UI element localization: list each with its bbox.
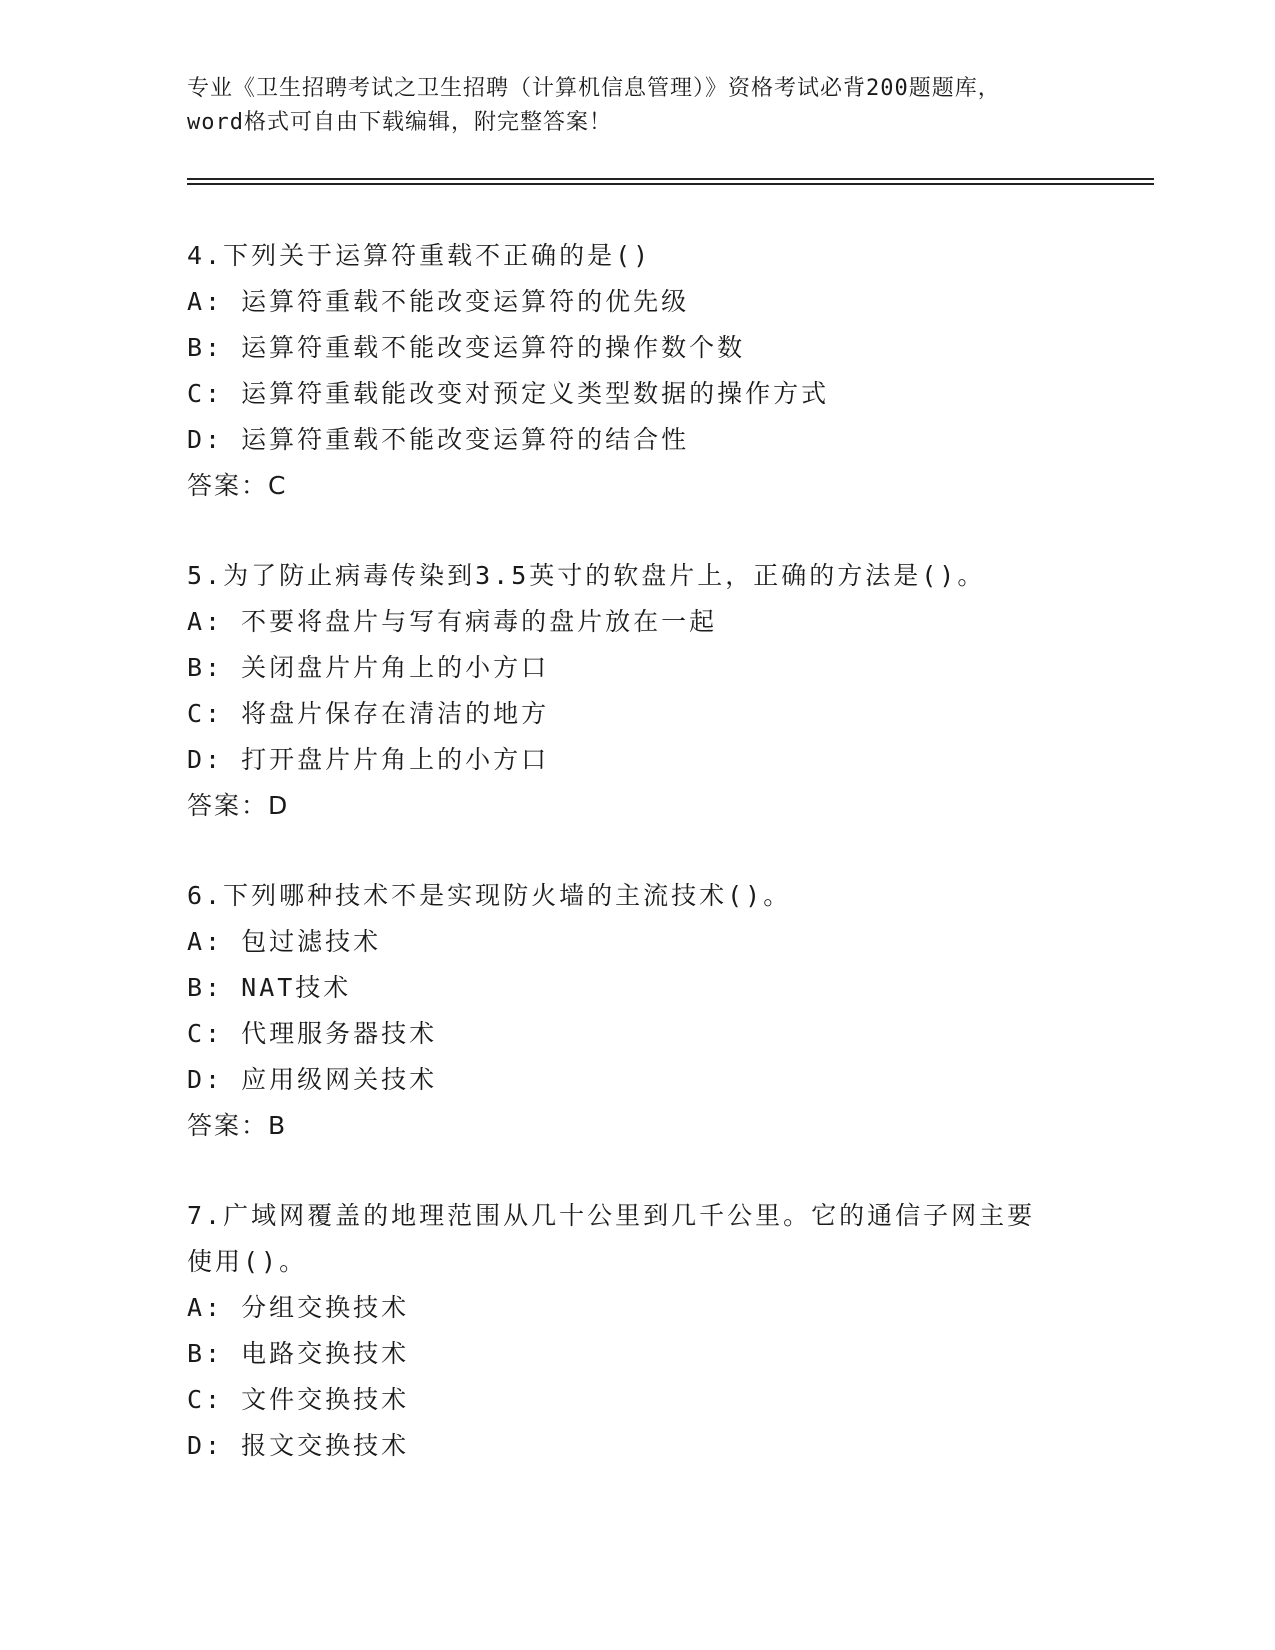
question-5 <box>187 553 1087 829</box>
option-c: C: 运算符重载能改变对预定义类型数据的操作方式 <box>187 379 830 408</box>
option-b: B: 电路交换技术 <box>187 1339 410 1368</box>
answer-line: 答案：D <box>187 791 290 820</box>
document-header <box>187 72 1087 140</box>
option-d: D: 报文交换技术 <box>187 1431 410 1460</box>
option-a: A: 不要将盘片与写有病毒的盘片放在一起 <box>187 607 718 636</box>
header-title-line: 专业《卫生招聘考试之卫生招聘（计算机信息管理）》资格考试必背200题题库， <box>187 76 1001 101</box>
option-a: A: 分组交换技术 <box>187 1293 410 1322</box>
question-stem: 4.下列关于运算符重载不正确的是() <box>187 241 652 270</box>
option-d: D: 应用级网关技术 <box>187 1065 438 1094</box>
option-b: B: NAT技术 <box>187 973 352 1002</box>
header-divider-bottom <box>187 183 1154 185</box>
answer-line: 答案：B <box>187 1111 288 1140</box>
option-d: D: 打开盘片片角上的小方口 <box>187 745 550 774</box>
option-c: C: 文件交换技术 <box>187 1385 410 1414</box>
option-c: C: 代理服务器技术 <box>187 1019 438 1048</box>
option-a: A: 包过滤技术 <box>187 927 382 956</box>
question-stem: 5.为了防止病毒传染到3.5英寸的软盘片上，正确的方法是()。 <box>187 561 986 590</box>
option-d: D: 运算符重载不能改变运算符的结合性 <box>187 425 690 454</box>
option-a: A: 运算符重载不能改变运算符的优先级 <box>187 287 690 316</box>
header-divider-top <box>187 178 1154 180</box>
question-7 <box>187 1193 1087 1469</box>
question-4 <box>187 233 1087 509</box>
question-stem: 6.下列哪种技术不是实现防火墙的主流技术()。 <box>187 881 792 910</box>
option-b: B: 关闭盘片片角上的小方口 <box>187 653 550 682</box>
answer-line: 答案：C <box>187 471 288 500</box>
question-stem: 7.广域网覆盖的地理范围从几十公里到几千公里。它的通信子网主要 <box>187 1201 1036 1230</box>
header-subtitle-line: word格式可自由下载编辑，附完整答案！ <box>187 110 612 135</box>
option-c: C: 将盘片保存在清洁的地方 <box>187 699 550 728</box>
option-b: B: 运算符重载不能改变运算符的操作数个数 <box>187 333 746 362</box>
question-stem-continued: 使用()。 <box>187 1247 308 1276</box>
question-6 <box>187 873 1087 1149</box>
